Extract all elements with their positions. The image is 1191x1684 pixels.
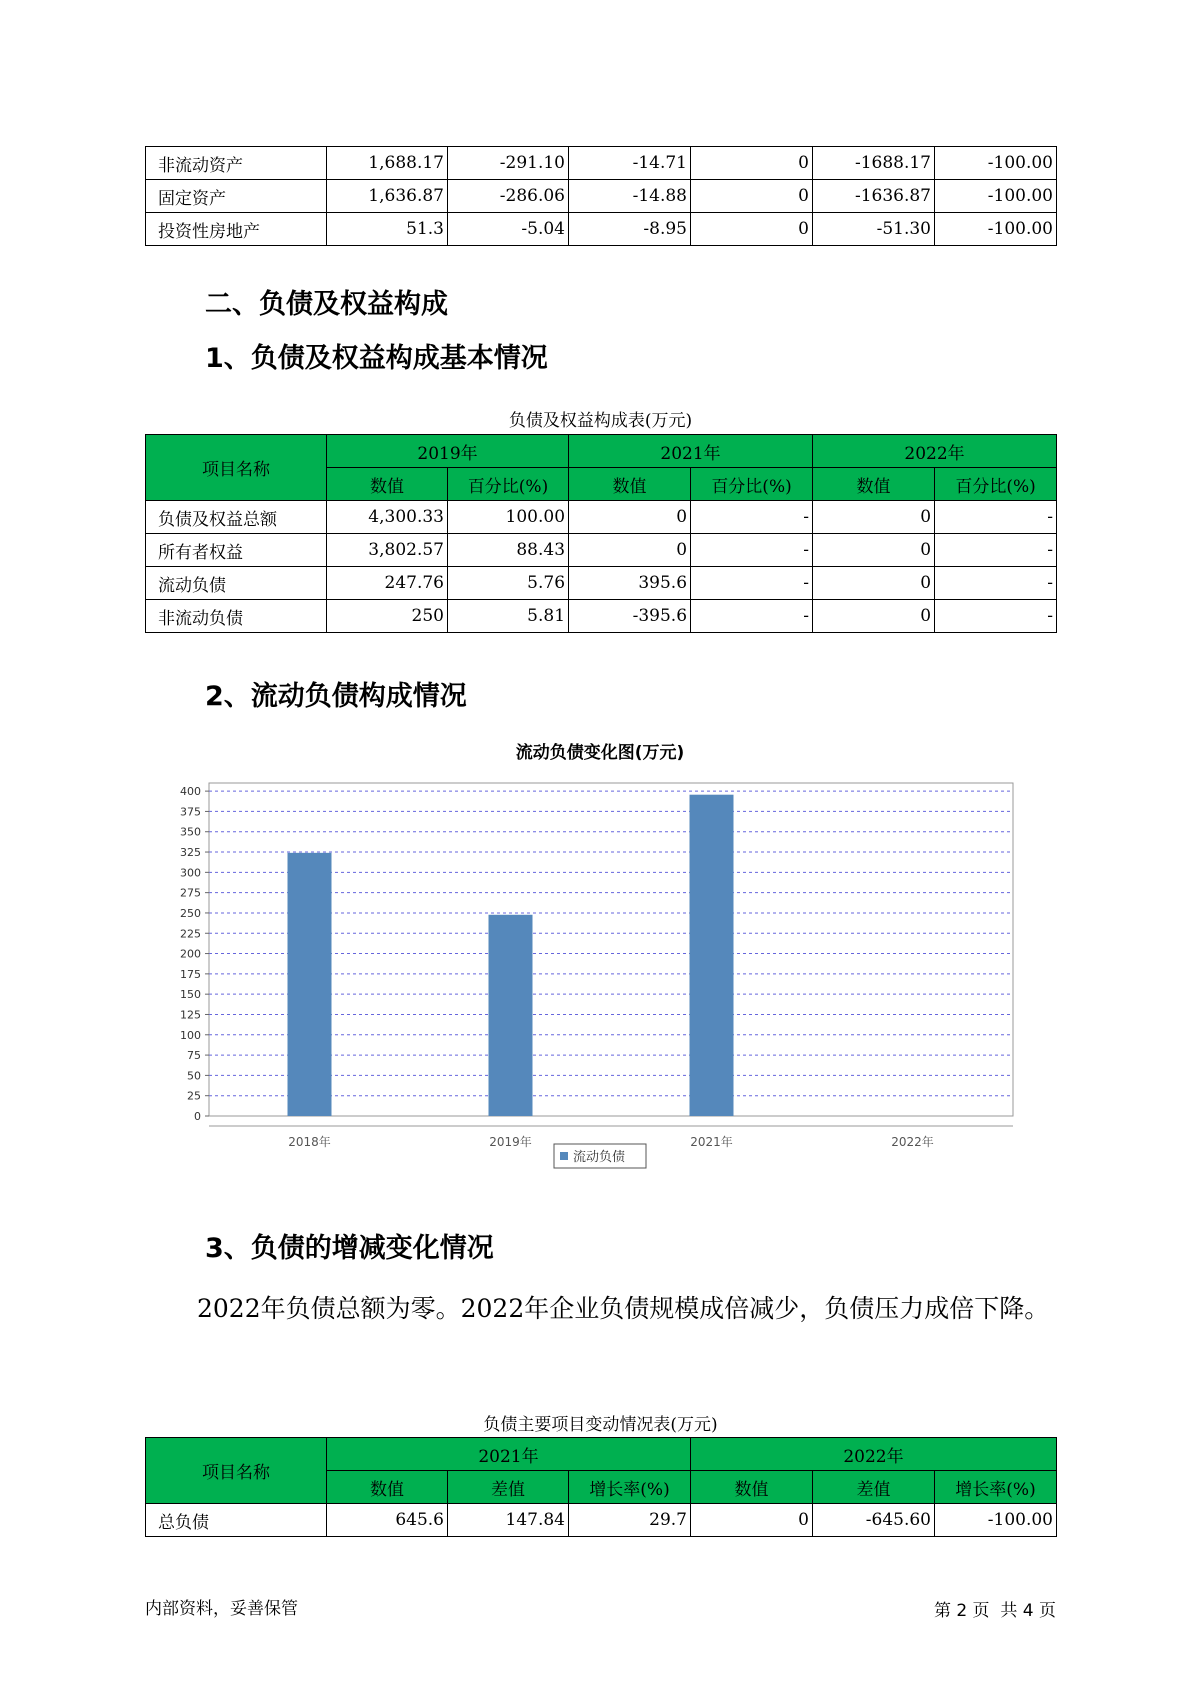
page-number: 第 2 页 共 4 页 xyxy=(933,1601,1056,1621)
table-cell: 0 xyxy=(813,600,935,633)
row-label: 非流动负债 xyxy=(146,600,327,633)
table-cell: 0 xyxy=(569,534,691,567)
table-cell: -286.06 xyxy=(448,180,569,213)
table-cell: - xyxy=(691,534,813,567)
y-tick-label: 50 xyxy=(187,1069,201,1083)
y-tick-label: 125 xyxy=(180,1008,201,1022)
row-label: 非流动资产 xyxy=(146,147,327,180)
table-cell: 51.3 xyxy=(327,213,448,246)
footer-confidential: 内部资料，妥善保管 xyxy=(145,1599,298,1619)
table-caption: 负债及权益构成表(万元) xyxy=(508,411,693,431)
table-cell: 1,688.17 xyxy=(327,147,448,180)
y-tick-label: 300 xyxy=(180,866,201,880)
table-cell: -51.30 xyxy=(813,213,935,246)
table-cell: 0 xyxy=(813,567,935,600)
table-cell: 0 xyxy=(691,147,813,180)
row-label: 负债及权益总额 xyxy=(146,501,327,534)
y-tick-label: 400 xyxy=(180,785,201,799)
column-header: 百分比(%) xyxy=(935,468,1057,501)
table-header-row xyxy=(146,435,1057,468)
column-header: 增长率(%) xyxy=(935,1471,1057,1504)
table-cell: 0 xyxy=(691,1504,813,1537)
y-tick-label: 75 xyxy=(187,1049,201,1063)
y-tick-label: 175 xyxy=(180,967,201,981)
table-cell: -8.95 xyxy=(569,213,691,246)
table-cell: -100.00 xyxy=(935,147,1057,180)
y-tick-label: 250 xyxy=(180,906,201,920)
table-cell: 645.6 xyxy=(327,1504,448,1537)
liability-change-table xyxy=(145,1437,1057,1537)
table-cell: - xyxy=(935,534,1057,567)
column-header: 2022年 xyxy=(813,435,1057,468)
column-header: 百分比(%) xyxy=(448,468,569,501)
bar xyxy=(489,915,533,1116)
subsection-heading: 1、负债及权益构成基本情况 xyxy=(205,343,548,374)
table-cell: 247.76 xyxy=(327,567,448,600)
legend-swatch xyxy=(560,1152,568,1160)
y-tick-label: 100 xyxy=(180,1028,201,1042)
table-cell: -5.04 xyxy=(448,213,569,246)
y-tick-label: 325 xyxy=(180,846,201,860)
table-row xyxy=(146,1504,1057,1537)
subsection-heading: 3、负债的增减变化情况 xyxy=(205,1233,494,1264)
column-header: 数值 xyxy=(813,468,935,501)
column-header: 数值 xyxy=(327,468,448,501)
column-header: 增长率(%) xyxy=(569,1471,691,1504)
table-cell: -1636.87 xyxy=(813,180,935,213)
column-header: 2021年 xyxy=(327,1438,691,1471)
x-tick-label: 2021年 xyxy=(690,1135,733,1149)
table-cell: 100.00 xyxy=(448,501,569,534)
column-header: 2022年 xyxy=(691,1438,1057,1471)
body-paragraph: 2022年负债总额为零。2022年企业负债规模成倍减少，负债压力成倍下降。 xyxy=(197,1294,1050,1323)
table-cell: 3,802.57 xyxy=(327,534,448,567)
table-cell: 5.81 xyxy=(448,600,569,633)
row-label: 固定资产 xyxy=(146,180,327,213)
legend-label: 流动负债 xyxy=(573,1150,626,1165)
row-label: 投资性房地产 xyxy=(146,213,327,246)
table-cell: 0 xyxy=(569,501,691,534)
table-cell: 4,300.33 xyxy=(327,501,448,534)
x-tick-label: 2018年 xyxy=(288,1135,331,1149)
column-header: 2021年 xyxy=(569,435,813,468)
row-label: 所有者权益 xyxy=(146,534,327,567)
table-cell: 395.6 xyxy=(569,567,691,600)
y-tick-label: 25 xyxy=(187,1089,201,1103)
bar xyxy=(288,853,332,1116)
y-tick-label: 0 xyxy=(194,1110,201,1123)
table-cell: - xyxy=(935,501,1057,534)
table-cell: 147.84 xyxy=(448,1504,569,1537)
section-heading: 二、负债及权益构成 xyxy=(205,289,448,320)
table-header-row xyxy=(146,1438,1057,1471)
y-tick-label: 275 xyxy=(180,886,201,900)
chart-title: 流动负债变化图(万元) xyxy=(515,743,685,763)
table-cell: 5.76 xyxy=(448,567,569,600)
table-row xyxy=(146,534,1057,567)
x-tick-label: 2019年 xyxy=(489,1135,532,1149)
table-cell: -100.00 xyxy=(935,180,1057,213)
table-cell: 1,636.87 xyxy=(327,180,448,213)
row-label: 总负债 xyxy=(146,1504,327,1537)
table-cell: 29.7 xyxy=(569,1504,691,1537)
y-tick-label: 350 xyxy=(180,825,201,839)
table-cell: -14.71 xyxy=(569,147,691,180)
table-cell: - xyxy=(691,600,813,633)
table-cell: 0 xyxy=(813,501,935,534)
table-cell: 250 xyxy=(327,600,448,633)
bar xyxy=(690,795,734,1116)
table-row xyxy=(146,180,1057,213)
table-cell: -14.88 xyxy=(569,180,691,213)
table-cell: 0 xyxy=(691,180,813,213)
table-row xyxy=(146,600,1057,633)
y-tick-label: 150 xyxy=(180,988,201,1002)
column-header: 差值 xyxy=(448,1471,569,1504)
column-header: 2019年 xyxy=(327,435,569,468)
table-caption: 负债主要项目变动情况表(万元) xyxy=(483,1415,718,1435)
table-cell: 0 xyxy=(691,213,813,246)
column-header: 数值 xyxy=(327,1471,448,1504)
row-label: 流动负债 xyxy=(146,567,327,600)
table-cell: 88.43 xyxy=(448,534,569,567)
table-cell: - xyxy=(935,600,1057,633)
column-header: 数值 xyxy=(569,468,691,501)
x-tick-label: 2022年 xyxy=(891,1135,934,1149)
table-cell: - xyxy=(691,501,813,534)
table-row xyxy=(146,567,1057,600)
table-cell: -100.00 xyxy=(935,1504,1057,1537)
current-liabilities-chart xyxy=(145,730,1056,1190)
asset-change-table xyxy=(145,146,1057,246)
column-header: 百分比(%) xyxy=(691,468,813,501)
table-cell: - xyxy=(935,567,1057,600)
y-tick-label: 375 xyxy=(180,805,201,819)
table-cell: -291.10 xyxy=(448,147,569,180)
y-tick-label: 225 xyxy=(180,927,201,941)
table-row xyxy=(146,501,1057,534)
table-row xyxy=(146,147,1057,180)
table-cell: - xyxy=(691,567,813,600)
column-header: 项目名称 xyxy=(146,1438,327,1504)
table-cell: -100.00 xyxy=(935,213,1057,246)
column-header: 差值 xyxy=(813,1471,935,1504)
liability-equity-table xyxy=(145,434,1057,633)
table-row xyxy=(146,213,1057,246)
subsection-heading: 2、流动负债构成情况 xyxy=(205,681,467,712)
y-tick-label: 200 xyxy=(180,947,201,961)
table-cell: -1688.17 xyxy=(813,147,935,180)
column-header: 数值 xyxy=(691,1471,813,1504)
column-header: 项目名称 xyxy=(146,435,327,501)
table-cell: 0 xyxy=(813,534,935,567)
table-cell: -395.6 xyxy=(569,600,691,633)
table-cell: -645.60 xyxy=(813,1504,935,1537)
